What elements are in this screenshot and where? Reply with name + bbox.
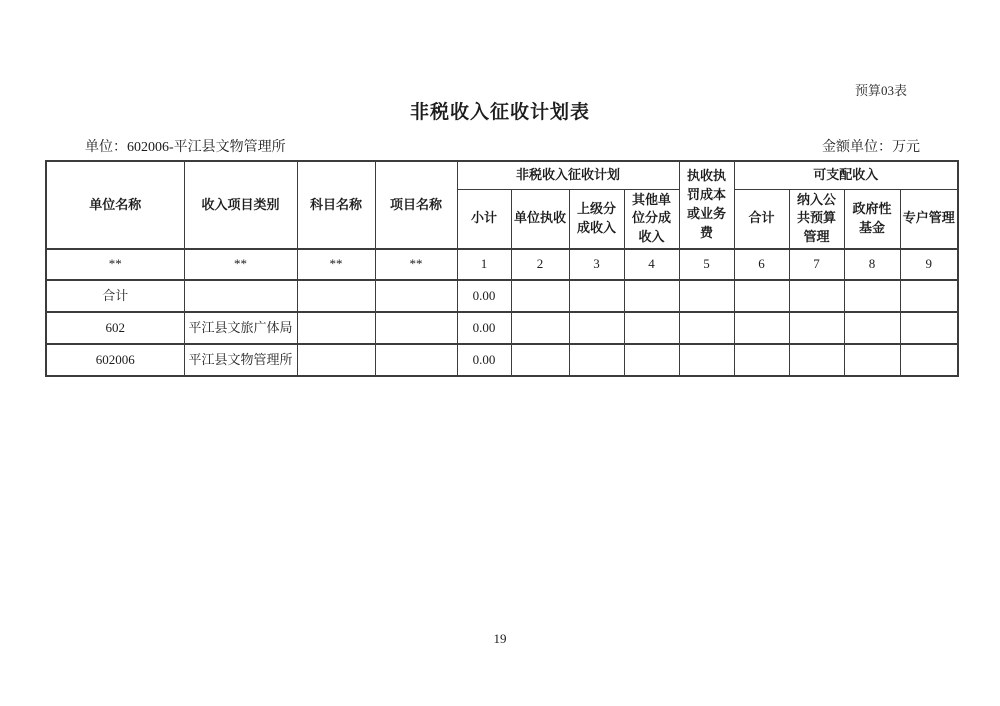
cell-subtotal: 0.00 — [457, 280, 511, 312]
cell-income-category: 平江县文旅广体局 — [184, 312, 297, 344]
unit-label: 单位：602006-平江县文物管理所 — [85, 140, 286, 155]
index-cell: 9 — [900, 249, 958, 280]
cell-unit-name: 602006 — [46, 344, 184, 376]
cell-gov-fund — [844, 312, 900, 344]
cell-total — [734, 280, 789, 312]
col-header-subject-name: 科目名称 — [297, 161, 375, 249]
cell-subtotal: 0.00 — [457, 344, 511, 376]
cell-special-account — [900, 312, 958, 344]
cell-superior-share — [569, 312, 624, 344]
cell-gov-fund — [844, 344, 900, 376]
index-cell: 7 — [789, 249, 844, 280]
index-cell: 6 — [734, 249, 789, 280]
cell-subtotal: 0.00 — [457, 312, 511, 344]
cell-cost-or-fee — [679, 344, 734, 376]
cell-superior-share — [569, 280, 624, 312]
col-header-unit-name: 单位名称 — [46, 161, 184, 249]
cell-subject-name — [297, 280, 375, 312]
col-header-project-name: 项目名称 — [375, 161, 457, 249]
cell-cost-or-fee — [679, 280, 734, 312]
cell-project-name — [375, 280, 457, 312]
cell-income-category: 平江县文物管理所 — [184, 344, 297, 376]
cell-superior-share — [569, 344, 624, 376]
cell-total — [734, 344, 789, 376]
col-header-public-budget: 纳入公共预算管理 — [789, 189, 844, 249]
index-cell: ** — [297, 249, 375, 280]
page-number: 19 — [493, 631, 507, 646]
cell-subject-name — [297, 344, 375, 376]
col-header-gov-fund: 政府性基金 — [844, 189, 900, 249]
data-row-602006 — [46, 344, 958, 376]
index-cell: 1 — [457, 249, 511, 280]
cell-project-name — [375, 312, 457, 344]
col-header-total: 合计 — [734, 189, 789, 249]
index-cell: ** — [46, 249, 184, 280]
index-cell: 2 — [511, 249, 569, 280]
cell-other-unit-share — [624, 280, 679, 312]
index-cell: 8 — [844, 249, 900, 280]
col-header-income-category: 收入项目类别 — [184, 161, 297, 249]
index-row — [46, 249, 958, 280]
cell-unit-name: 合计 — [46, 280, 184, 312]
cell-other-unit-share — [624, 312, 679, 344]
header-row-groups — [46, 161, 958, 189]
cell-unit-collect — [511, 312, 569, 344]
index-cell: 3 — [569, 249, 624, 280]
data-row-602 — [46, 312, 958, 344]
amount-unit-label: 金额单位：万元 — [822, 140, 920, 155]
col-header-subtotal: 小计 — [457, 189, 511, 249]
cell-public-budget — [789, 280, 844, 312]
cell-unit-name: 602 — [46, 312, 184, 344]
cell-project-name — [375, 344, 457, 376]
cell-total — [734, 312, 789, 344]
budget-table — [45, 160, 959, 377]
table-meta-row — [45, 138, 957, 158]
data-row-total — [46, 280, 958, 312]
cell-income-category — [184, 280, 297, 312]
cell-public-budget — [789, 312, 844, 344]
group-header-collection-plan: 非税收入征收计划 — [457, 161, 679, 189]
cell-cost-or-fee — [679, 312, 734, 344]
index-cell: ** — [184, 249, 297, 280]
group-header-disposable-income: 可支配收入 — [734, 161, 958, 189]
cell-public-budget — [789, 344, 844, 376]
cell-special-account — [900, 280, 958, 312]
page-title: 非税收入征收计划表 — [409, 102, 590, 123]
cell-other-unit-share — [624, 344, 679, 376]
index-cell: 5 — [679, 249, 734, 280]
form-number-label: 预算03表 — [854, 83, 907, 98]
col-header-cost-or-fee: 执收执罚成本或业务费 — [679, 161, 734, 249]
col-header-other-unit-share: 其他单位分成收入 — [624, 189, 679, 249]
index-cell: ** — [375, 249, 457, 280]
cell-subject-name — [297, 312, 375, 344]
cell-unit-collect — [511, 344, 569, 376]
col-header-special-account: 专户管理 — [900, 189, 958, 249]
col-header-unit-collect: 单位执收 — [511, 189, 569, 249]
index-cell: 4 — [624, 249, 679, 280]
cell-special-account — [900, 344, 958, 376]
col-header-superior-share: 上级分成收入 — [569, 189, 624, 249]
cell-unit-collect — [511, 280, 569, 312]
cell-gov-fund — [844, 280, 900, 312]
